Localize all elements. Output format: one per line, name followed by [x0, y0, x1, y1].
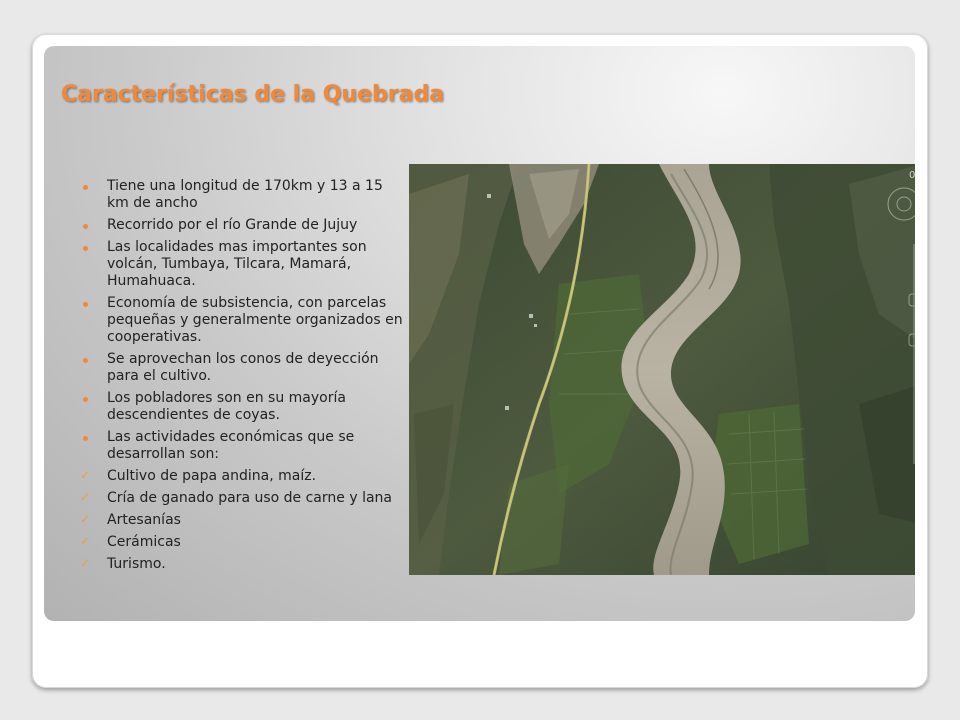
bullet-dot-icon — [83, 224, 88, 229]
bullet-dot-icon — [83, 246, 88, 251]
list-item: ✓ Turismo. — [80, 556, 166, 572]
list-item: Se aprovechan los conos de deyección para el cultivo. — [64, 351, 409, 385]
list-item: Recorrido por el río Grande de Jujuy — [64, 217, 409, 234]
slide-panel — [44, 46, 915, 621]
checkmark-icon: ✓ — [80, 556, 91, 570]
list-item: Tiene una longitud de 170km y 13 a 15 km de ancho — [64, 178, 409, 212]
satellite-map-image — [409, 164, 915, 575]
bullet-dot-icon — [83, 185, 88, 190]
list-item: Las actividades económicas que se desarrollan son: — [64, 429, 409, 463]
checkmark-icon: ✓ — [80, 512, 91, 526]
bullet-list — [64, 178, 409, 578]
list-item: ✓ Artesanías — [80, 512, 181, 528]
bullet-dot-icon — [83, 358, 88, 363]
list-item: Las localidades mas importantes son volcán, Tumbaya, Tilcara, Mamará, Humahuaca. — [64, 239, 409, 290]
list-item: ✓ Cría de ganado para uso de carne y lana — [80, 490, 392, 506]
slide-frame — [32, 34, 928, 688]
checkmark-icon: ✓ — [80, 490, 91, 504]
bullet-dot-icon — [83, 397, 88, 402]
list-item: ✓ Cerámicas — [80, 534, 181, 550]
slide-title: Características de la Quebrada — [61, 82, 445, 107]
bullet-dot-icon — [83, 302, 88, 307]
list-item: Economía de subsistencia, con parcelas pequeñas y generalmente organizados en cooperativas. — [64, 295, 409, 346]
svg-text:0: 0 — [909, 170, 916, 181]
checkmark-icon: ✓ — [80, 534, 91, 548]
bullet-dot-icon — [83, 436, 88, 441]
checkmark-icon: ✓ — [80, 468, 91, 482]
list-item: Los pobladores son en su mayoría descendientes de coyas. — [64, 390, 409, 424]
list-item: ✓ Cultivo de papa andina, maíz. — [80, 468, 317, 484]
